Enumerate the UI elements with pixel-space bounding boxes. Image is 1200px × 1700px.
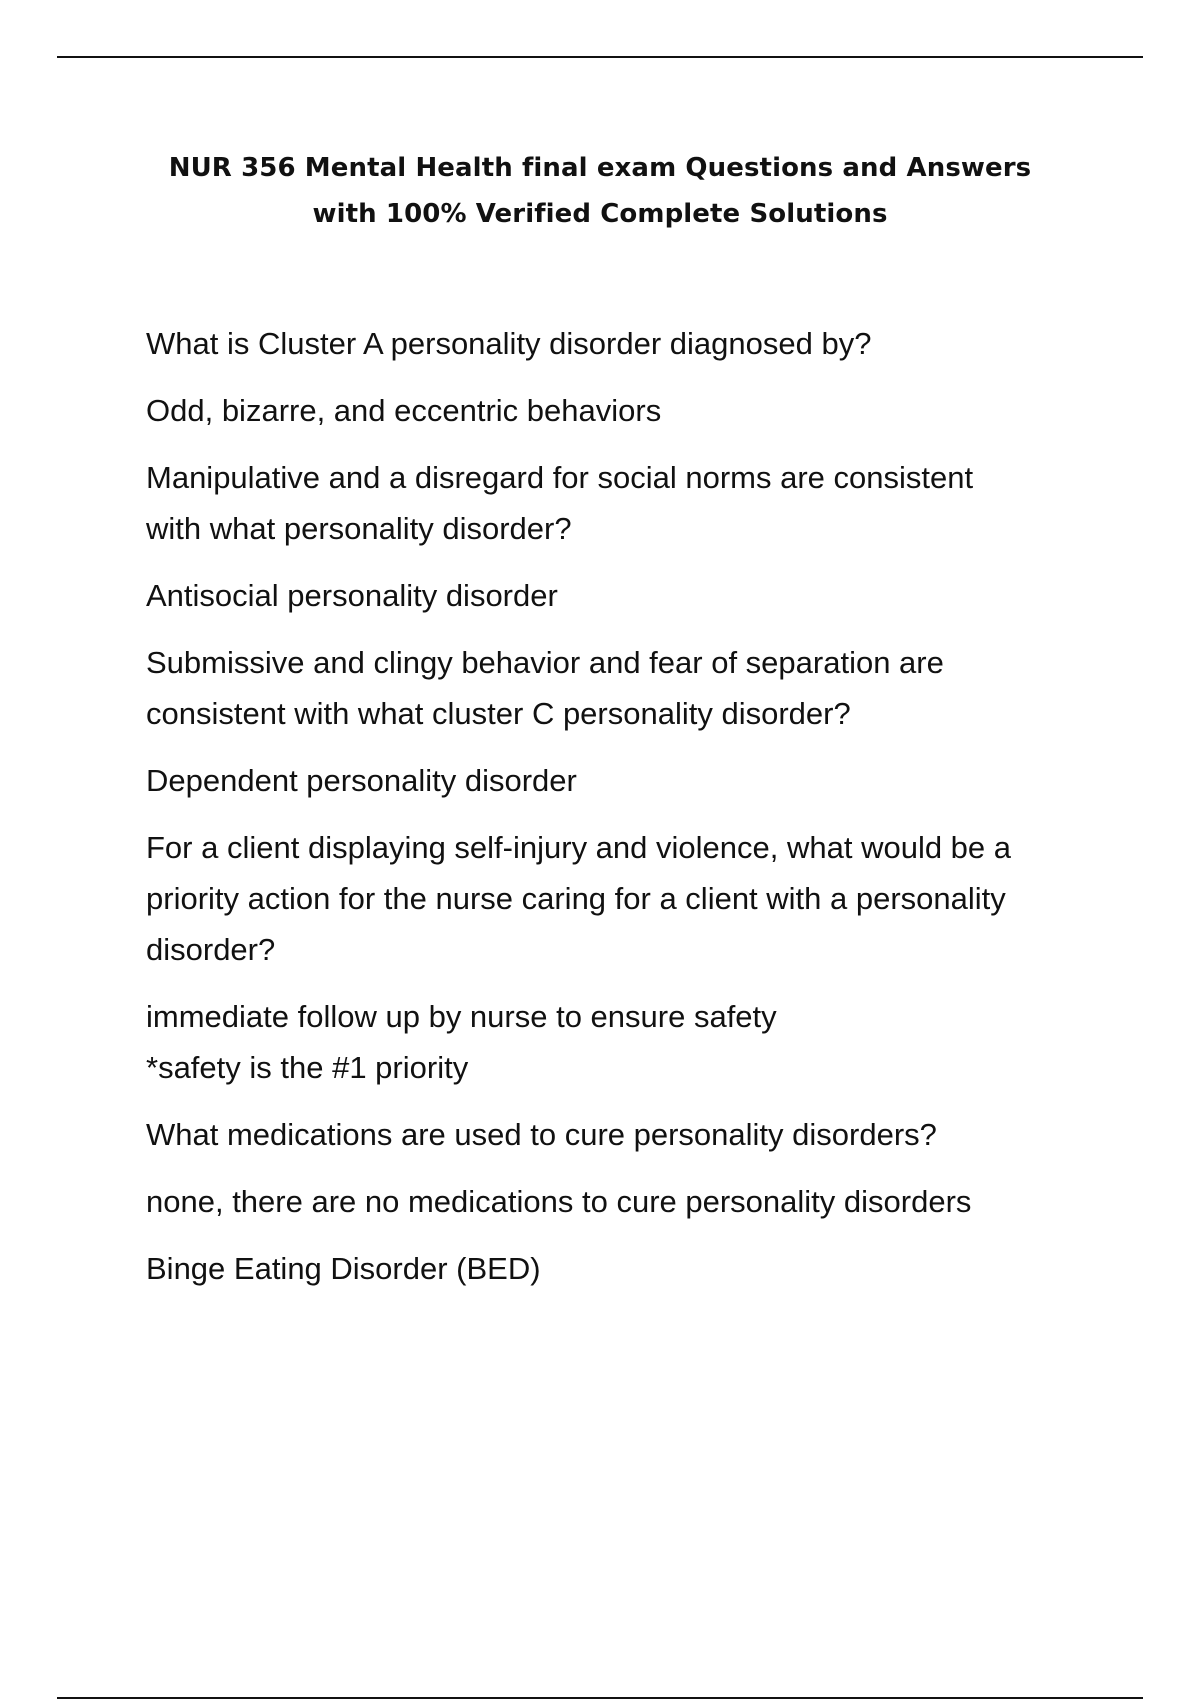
text-line: What is Cluster A personality disorder diagnosed by?: [146, 326, 872, 361]
qa-entry: [146, 1176, 1106, 1227]
qa-content: [146, 318, 1106, 1310]
qa-entry: [146, 991, 1106, 1093]
top-rule: [57, 56, 1143, 58]
title-line-1: NUR 356 Mental Health final exam Questions and Answers: [168, 153, 1032, 183]
text-line: Binge Eating Disorder (BED): [146, 1251, 541, 1286]
qa-entry: [146, 318, 1106, 369]
text-line: consistent with what cluster C personality disorder?: [146, 696, 851, 731]
text-line: none, there are no medications to cure personality disorders: [146, 1184, 972, 1219]
text-line: with what personality disorder?: [146, 511, 572, 546]
title-line-2: with 100% Verified Complete Solutions: [312, 199, 888, 229]
text-line: priority action for the nurse caring for a client with a personality: [146, 881, 1006, 916]
qa-entry: [146, 755, 1106, 806]
text-line: For a client displaying self-injury and violence, what would be a: [146, 830, 1012, 865]
text-line: Antisocial personality disorder: [146, 578, 558, 613]
text-line: Dependent personality disorder: [146, 763, 577, 798]
text-line: immediate follow up by nurse to ensure safety: [146, 999, 777, 1034]
bottom-rule: [57, 1697, 1143, 1699]
qa-entry: [146, 637, 1106, 739]
text-line: Odd, bizarre, and eccentric behaviors: [146, 393, 662, 428]
text-line: disorder?: [146, 932, 276, 967]
text-line: What medications are used to cure personality disorders?: [146, 1117, 937, 1152]
text-line: Manipulative and a disregard for social norms are consistent: [146, 460, 974, 495]
text-line: *safety is the #1 priority: [146, 1050, 469, 1085]
qa-entry: [146, 1109, 1106, 1160]
qa-entry: [146, 822, 1106, 975]
text-line: Submissive and clingy behavior and fear of separation are: [146, 645, 944, 680]
qa-entry: [146, 385, 1106, 436]
qa-entry: [146, 1243, 1106, 1294]
document-title: [110, 145, 1090, 237]
qa-entry: [146, 570, 1106, 621]
qa-entry: [146, 452, 1106, 554]
